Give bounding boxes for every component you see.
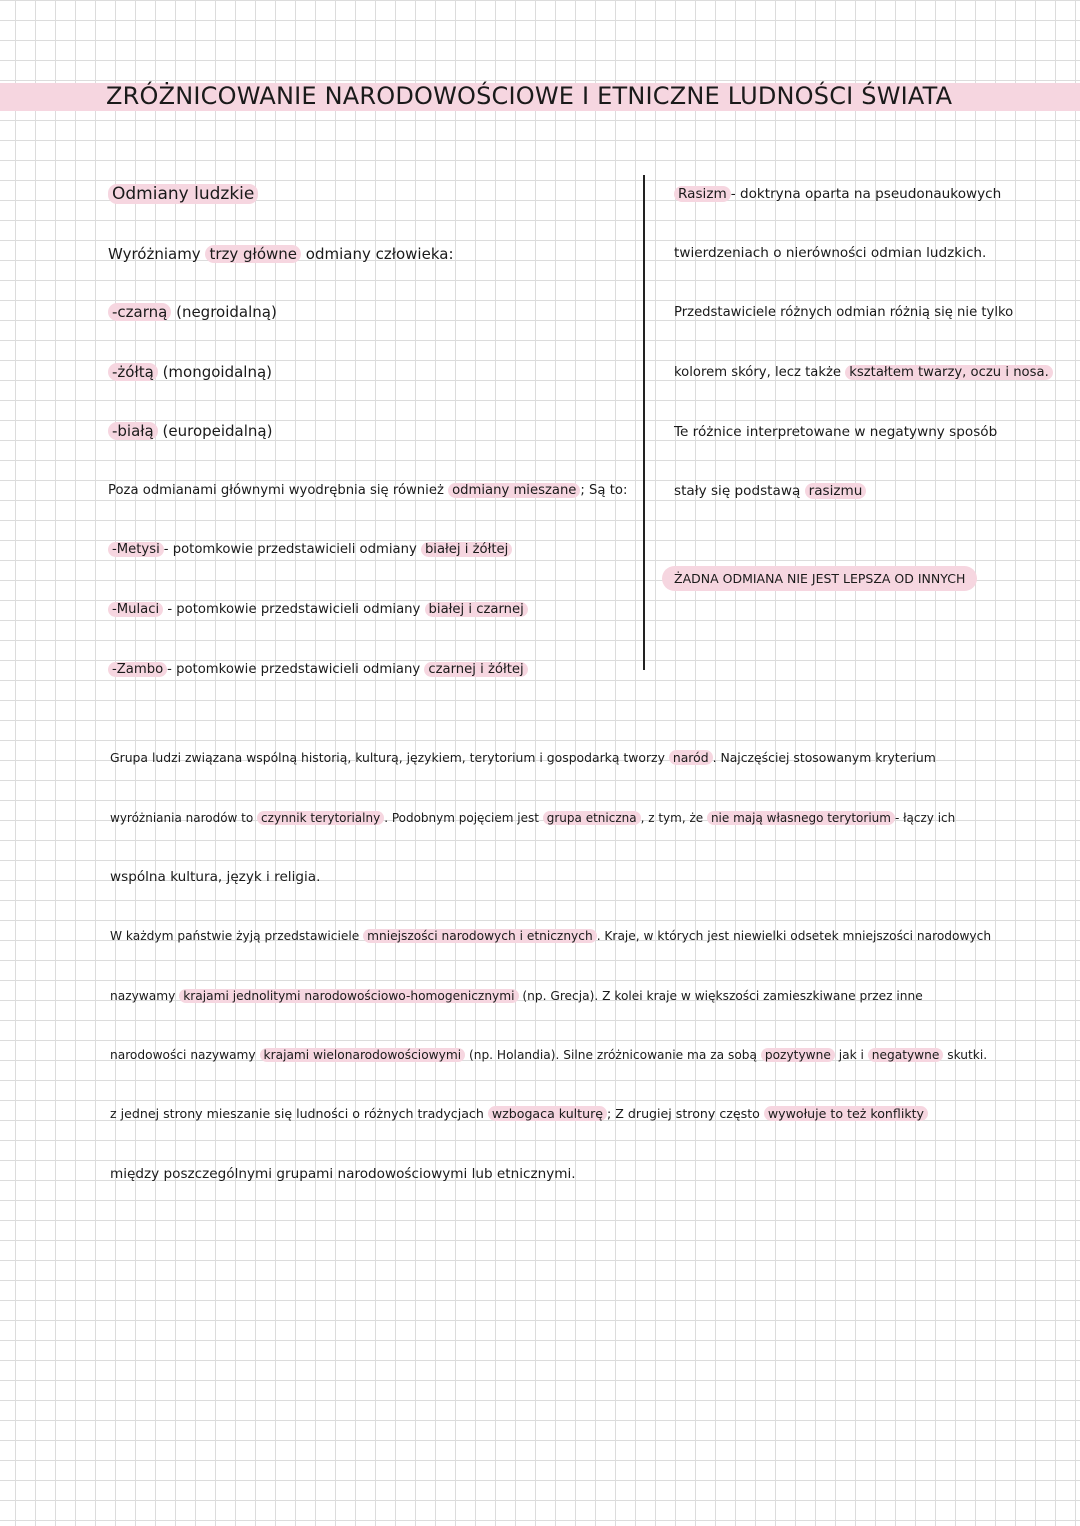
section-heading (108, 182, 258, 206)
paragraph-line: W każdym państwie żyją przedstawiciele mniejszości narodowych i etnicznych . Kraje, w których jest niewielki odsetek mniejszości narodowych (110, 929, 992, 943)
list-item: -Zambo - potomkowie przedstawicieli odmiany czarnej i żółtej (108, 658, 528, 682)
column-divider (643, 175, 645, 670)
list-item: -czarną (negroidalną) (108, 300, 277, 324)
page-title: ZRÓŻNICOWANIE NARODOWOŚCIOWE I ETNICZNE LUDNOŚCI ŚWIATA (106, 82, 953, 110)
right-line: stały się podstawą rasizmu (674, 479, 866, 503)
intro-line: Wyróżniamy trzy główne odmiany człowieka: (108, 245, 454, 263)
paragraph-line: Grupa ludzi związana wspólną historią, kulturą, językiem, terytorium i gospodarką tworzy naród . Najczęściej stosowanym kryterium (110, 750, 936, 765)
list-item: -białą (europeidalną) (108, 419, 272, 443)
highlight: trzy główne (205, 245, 301, 263)
right-line: Te różnice interpretowane w negatywny sposób (674, 424, 998, 440)
paragraph-line: między poszczególnymi grupami narodowościowymi lub etnicznymi. (110, 1166, 576, 1182)
right-line: twierdzeniach o nierówności odmian ludzkich. (674, 245, 987, 261)
list-item: -Mulaci - potomkowie przedstawicieli odmiany białej i czarnej (108, 598, 528, 622)
paragraph-line: z jednej strony mieszanie się ludności o różnych tradycjach wzbogaca kulturę ; Z drugiej strony często wywołuje to też konflikty (110, 1102, 928, 1126)
paragraph-line: wyróżniania narodów to czynnik terytorialny . Podobnym pojęciem jest grupa etniczna , z tym, że nie mają własnego terytorium - łączy ich (110, 811, 956, 825)
paragraph-line: nazywamy krajami jednolitymi narodowościowo-homogenicznymi (np. Grecja). Z kolei kraje w większości zamieszkiwane przez inne (110, 989, 923, 1003)
mixed-intro-line: Poza odmianami głównymi wyodrębnia się również odmiany mieszane ; Są to: (108, 483, 628, 498)
list-item: -Metysi - potomkowie przedstawicieli odmiany białej i żółtej (108, 538, 512, 562)
right-line: Przedstawiciele różnych odmian różnią się nie tylko (674, 305, 1014, 320)
paragraph-line: narodowości nazywamy krajami wielonarodowościowymi (np. Holandia). Silne zróżnicowanie ma za sobą pozytywne jak i negatywne skutki. (110, 1048, 988, 1062)
right-line: kolorem skóry, lecz także kształtem twarzy, oczu i nosa. (674, 361, 1053, 385)
paragraph-line: wspólna kultura, język i religia. (110, 869, 321, 885)
heading-highlight: Odmiany ludzkie (108, 184, 258, 204)
list-item: -żółtą (mongoidalną) (108, 360, 272, 384)
key-statement-badge: ŻADNA ODMIANA NIE JEST LEPSZA OD INNYCH (662, 566, 977, 591)
right-line: Rasizm - doktryna oparta na pseudonaukowych (674, 182, 1001, 206)
